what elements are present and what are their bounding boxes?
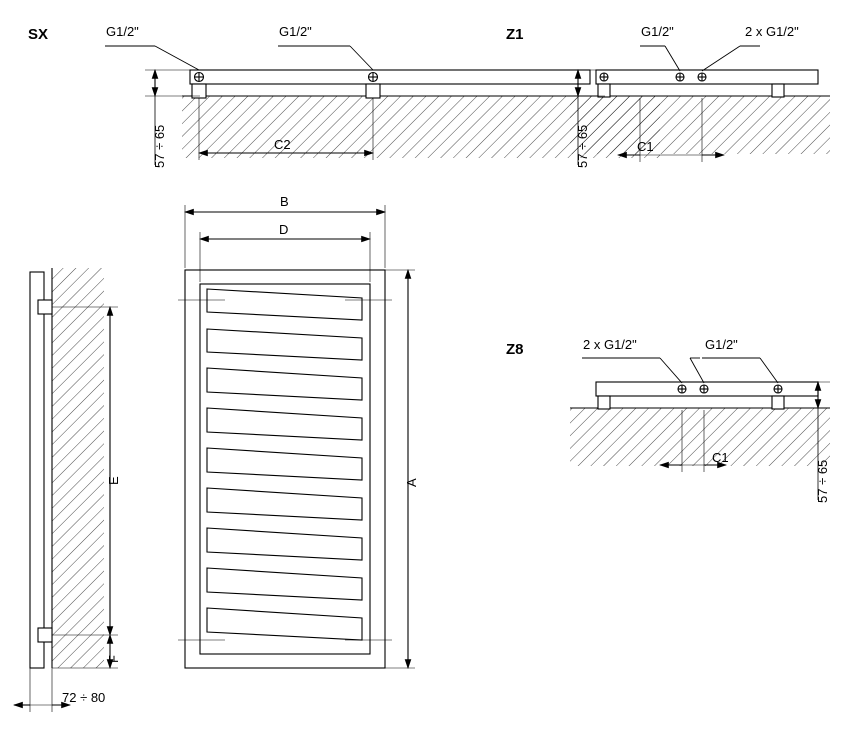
side-dim-e-label: E <box>106 476 121 485</box>
side-depth-label: 72 ÷ 80 <box>62 690 106 705</box>
z8-dim-c1-label: C1 <box>712 450 729 465</box>
view-label-z8: Z8 <box>506 341 524 358</box>
sx-right-thread-label: G1/2" <box>279 24 312 39</box>
front-dim-d-label: D <box>279 222 289 237</box>
z1-thread-double-label: 2 x G1/2" <box>745 24 799 39</box>
z1-thread-single-label: G1/2" <box>641 24 674 39</box>
sx-wall-gap-label: 57 ÷ 65 <box>152 124 167 168</box>
z1-dim-c1-label: C1 <box>637 139 654 154</box>
view-label-z1: Z1 <box>506 26 524 43</box>
side-dim-f-label: F <box>106 655 121 663</box>
z8-thread-double-label: 2 x G1/2" <box>583 337 637 352</box>
sx-left-thread-label: G1/2" <box>106 24 139 39</box>
view-label-sx: SX <box>28 26 49 43</box>
front-dim-a-label: A <box>404 478 419 487</box>
z1-wall-gap-label: 57 ÷ 65 <box>575 124 590 168</box>
z8-wall-gap-label: 57 ÷ 65 <box>815 459 830 503</box>
z8-thread-single-label: G1/2" <box>705 337 738 352</box>
front-dim-b-label: B <box>280 194 289 209</box>
sx-dim-c2-label: C2 <box>274 137 291 152</box>
